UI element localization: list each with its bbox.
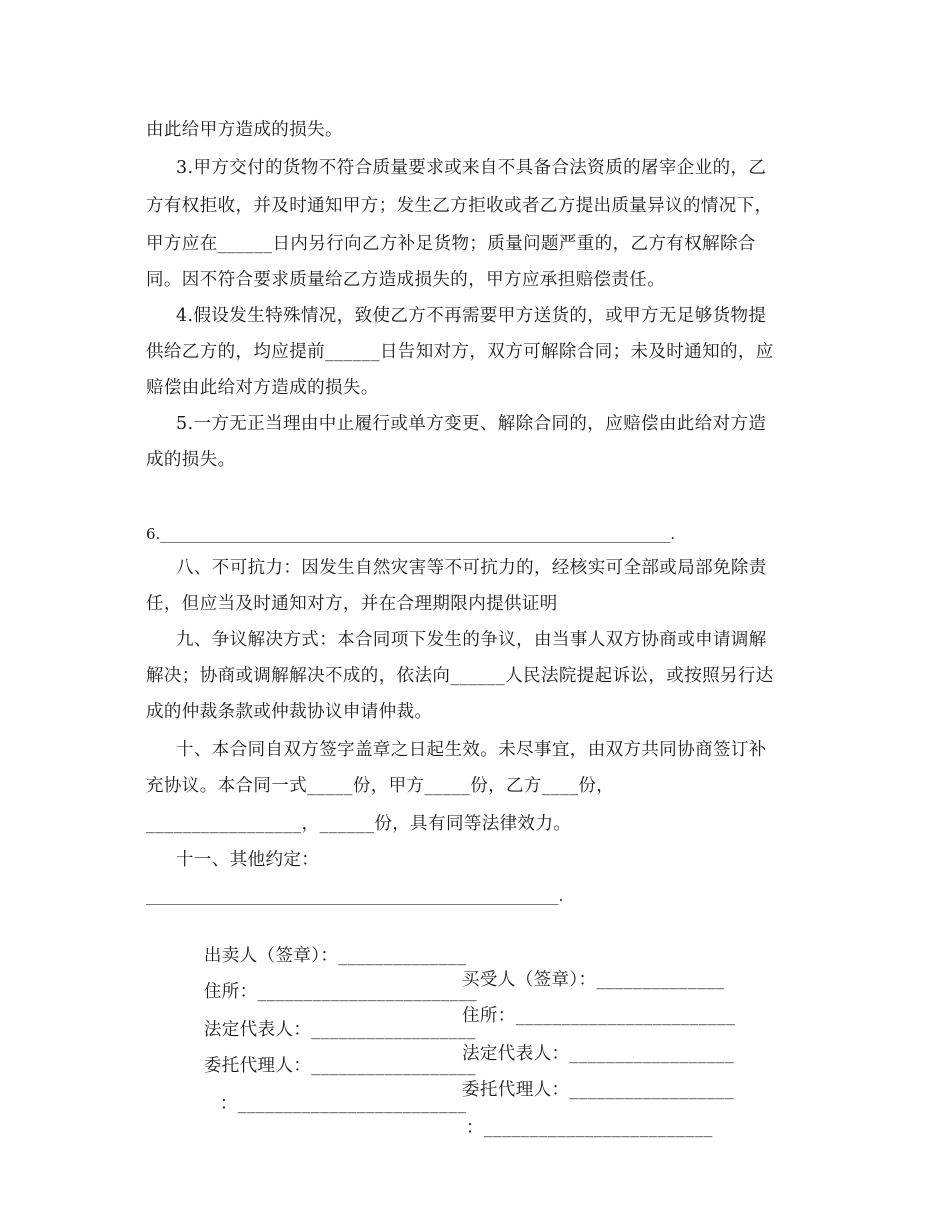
seller-signature-label: 出卖人（签章）：______________ bbox=[203, 946, 467, 966]
seller-address-label: 住所：________________________ bbox=[203, 982, 478, 1002]
force-majeure-line: 八、不可抗力：因发生自然灾害等不可抗力的，经核实可全部或局部免除责 bbox=[176, 558, 767, 578]
clause-5-line: 5.一方无正当理由中止履行或单方变更、解除合同的，应赔偿由此给对方造 bbox=[176, 414, 767, 434]
seller-agent-label: 委托代理人：__________________ bbox=[203, 1056, 476, 1076]
clause-4-line: 赔偿由此给对方造成的损失。 bbox=[146, 378, 379, 398]
extra-blank-row bbox=[196, 1068, 766, 1164]
extra-blank-right: ：_________________________ bbox=[466, 1118, 713, 1138]
dispute-line: 成的仲裁条款或仲裁协议申请仲裁。 bbox=[146, 702, 433, 722]
clause-4-line: 4.假设发生特殊情况，致使乙方不再需要甲方送货的，或甲方无足够货物提 bbox=[176, 306, 767, 326]
dispute-line: 解决；协商或调解解决不成的，依法向______人民法院提起诉讼，或按照另行达 bbox=[146, 666, 774, 686]
buyer-signature-label: 买受人（签章）：______________ bbox=[462, 970, 725, 990]
dispute-line: 九、争议解决方式：本合同项下发生的争议，由当事人双方协商或申请调解 bbox=[176, 630, 767, 650]
extra-blank-left: ：_________________________ bbox=[219, 1094, 467, 1114]
seller-legal-rep-label: 法定代表人：__________________ bbox=[203, 1020, 476, 1040]
clause-6-line: 6.____________________________________________________________________. bbox=[146, 525, 676, 543]
clause-3-line: 同。因不符合要求质量给乙方造成损失的，甲方应承担赔偿责任。 bbox=[146, 270, 666, 290]
clause-5-line: 成的损失。 bbox=[146, 450, 236, 470]
effectiveness-line: _________________，______份，具有同等法律效力。 bbox=[146, 814, 572, 834]
buyer-agent-label: 委托代理人：__________________ bbox=[462, 1080, 735, 1100]
buyer-address-label: 住所：________________________ bbox=[462, 1006, 736, 1026]
paragraph-line: 由此给甲方造成的损失。 bbox=[146, 120, 343, 140]
clause-3-line: 甲方应在______日内另行向乙方补足货物；质量问题严重的，乙方有权解除合 bbox=[146, 234, 756, 254]
other-terms-heading: 十一、其他约定： bbox=[176, 850, 320, 870]
clause-4-line: 供给乙方的，均应提前______日告知对方，双方可解除合同；未及时通知的，应 bbox=[146, 342, 774, 362]
clause-3-line: 3.甲方交付的货物不符合质量要求或来自不具备合法资质的屠宰企业的，乙 bbox=[176, 158, 767, 178]
buyer-legal-rep-label: 法定代表人：__________________ bbox=[462, 1044, 735, 1064]
other-terms-blank: _______________________________________________________. bbox=[146, 887, 564, 905]
clause-3-line: 方有权拒收，并及时通知甲方；发生乙方拒收或者乙方提出质量异议的情况下， bbox=[146, 196, 773, 216]
effectiveness-line: 十、本合同自双方签字盖章之日起生效。未尽事宜，由双方共同协商签订补 bbox=[176, 740, 767, 760]
effectiveness-line: 充协议。本合同一式_____份，甲方_____份，乙方____份， bbox=[146, 776, 615, 796]
force-majeure-line: 任，但应当及时通知对方，并在合理期限内提供证明 bbox=[146, 594, 558, 614]
